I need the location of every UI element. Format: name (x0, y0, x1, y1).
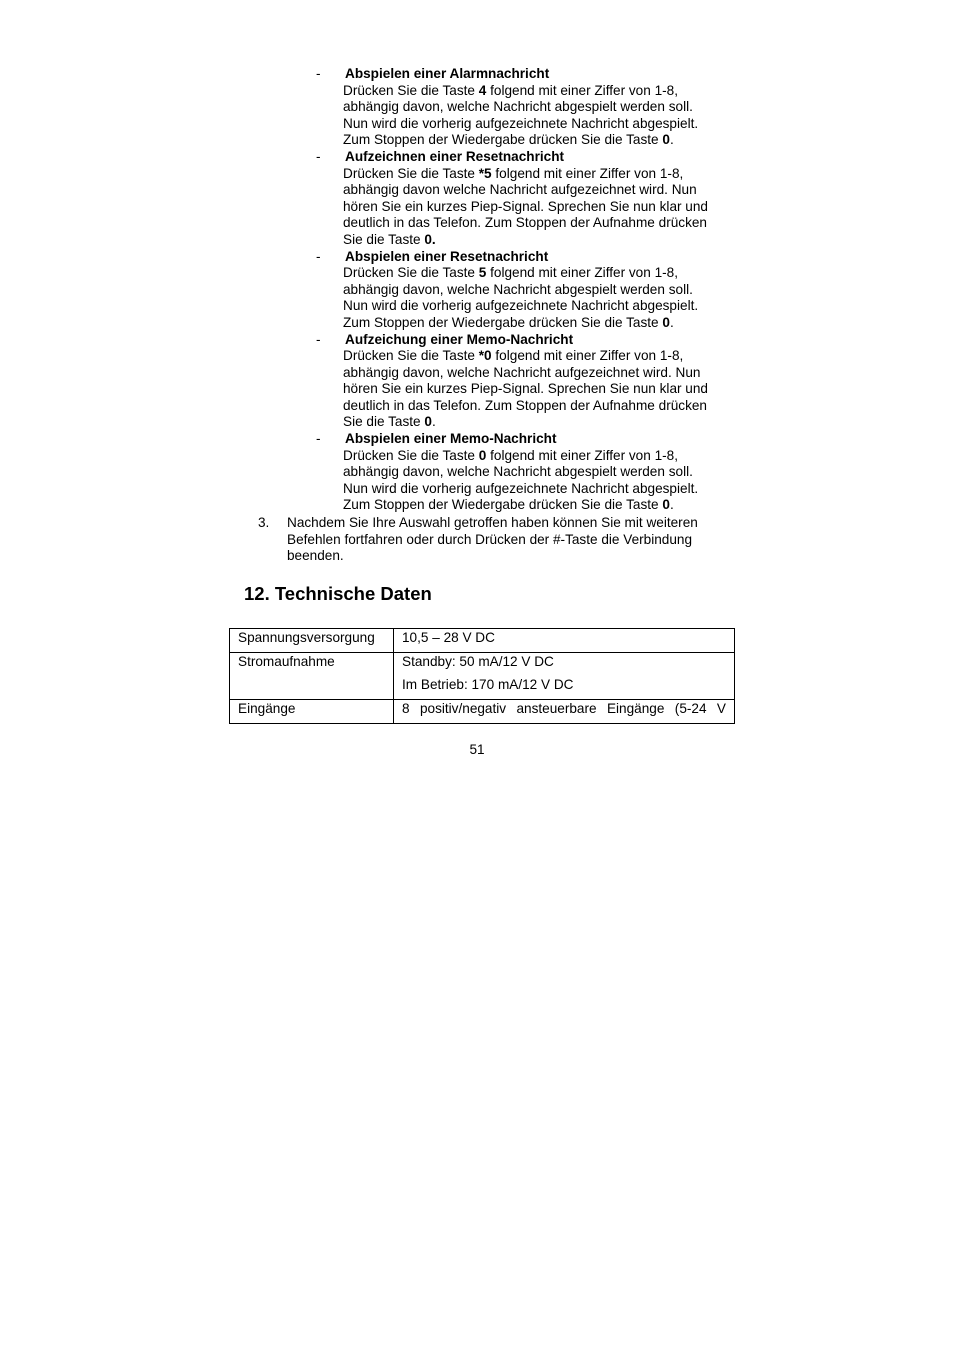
text-segment: deutlich in das Telefon. Zum Stoppen der Aufnahme drücken (343, 215, 707, 231)
text-segment: Zum Stoppen der Wiedergabe drücken Sie die Taste (343, 497, 663, 513)
sub-item-line (343, 497, 746, 514)
sub-item-body (343, 166, 746, 249)
text-segment: folgend mit einer Ziffer von 1-8, (491, 165, 684, 181)
text-segment: abhängig davon, welche Nachricht aufgezeichnet wird. Nun (343, 364, 701, 380)
sub-item-line (343, 83, 746, 100)
text-segment: . (669, 497, 674, 513)
text-segment: Nun wird die vorherig aufgezeichnete Nachricht abgespielt. (343, 480, 699, 496)
sub-item (316, 149, 746, 249)
row-value: Standby: 50 mA/12 V DC (402, 654, 554, 669)
sub-item-title: Aufzeichung einer Memo-Nachricht (345, 331, 574, 347)
sub-item-line (343, 99, 746, 116)
text-segment: hören Sie ein kurzes Piep-Signal. Sprechen Sie nun klar und (343, 381, 708, 397)
sub-item-line (343, 398, 746, 415)
sub-item-line (343, 365, 746, 382)
sub-item-line (343, 414, 746, 431)
sub-item-line (343, 182, 746, 199)
text-segment: folgend mit einer Ziffer von 1-8, (491, 348, 684, 364)
table-row (230, 629, 735, 653)
sub-item-line (343, 481, 746, 498)
key-code: 0 (662, 132, 670, 148)
key-code: *5 (478, 165, 492, 181)
table-cell-label (230, 653, 394, 700)
sub-item-list (316, 66, 746, 514)
key-code: 0 (478, 447, 487, 463)
sub-item-line (343, 166, 746, 183)
table-cell-value (394, 653, 735, 700)
row-label: Spannungsversorgung (238, 630, 375, 645)
sub-item-line (343, 315, 746, 332)
table-row (230, 653, 735, 700)
table-row (230, 700, 735, 724)
dash-marker: - (316, 431, 321, 447)
row-value: Im Betrieb: 170 mA/12 V DC (402, 677, 574, 692)
table-cell-label (230, 700, 394, 724)
sub-item-line (343, 199, 746, 216)
sub-item-title: Abspielen einer Resetnachricht (345, 248, 549, 264)
sub-item-line (343, 116, 746, 133)
sub-item-body (343, 265, 746, 331)
sub-item-title: Aufzeichnen einer Resetnachricht (345, 148, 565, 164)
dash-marker: - (316, 66, 321, 81)
numbered-item-marker: 3. (258, 515, 270, 530)
sub-item (316, 249, 746, 332)
text-segment: Zum Stoppen der Wiedergabe drücken Sie die Taste (343, 314, 663, 330)
sub-item-line (343, 348, 746, 365)
sub-item-line (343, 448, 746, 465)
dash-marker: - (316, 331, 321, 347)
sub-item-body (343, 83, 746, 149)
table-cell-value (394, 700, 735, 724)
text-segment: abhängig davon, welche Nachricht abgespielt werden soll. (343, 464, 693, 480)
numbered-item-line: beenden. (287, 548, 344, 564)
key-code: 0 (662, 314, 670, 330)
text-segment: hören Sie ein kurzes Piep-Signal. Sprechen Sie nun klar und (343, 198, 708, 214)
section-heading: 12. Technische Daten (244, 583, 432, 604)
sub-item-title: Abspielen einer Alarmnachricht (345, 66, 550, 81)
sub-item-line (343, 298, 746, 315)
row-label: Eingänge (238, 701, 296, 716)
text-segment: Zum Stoppen der Wiedergabe drücken Sie die Taste (343, 132, 663, 148)
text-segment: Drücken Sie die Taste (343, 447, 479, 463)
row-value: 10,5 – 28 V DC (402, 630, 495, 645)
sub-item-line (343, 265, 746, 282)
dash-marker: - (316, 148, 321, 164)
text-segment: Drücken Sie die Taste (343, 348, 479, 364)
sub-item-line (343, 132, 746, 149)
text-segment: folgend mit einer Ziffer von 1-8, (486, 447, 678, 463)
key-code: *0 (478, 348, 492, 364)
sub-item-line (343, 215, 746, 232)
table-cell-label (230, 629, 394, 653)
numbered-item (258, 515, 748, 565)
sub-item (316, 431, 746, 514)
table-cell-value (394, 629, 735, 653)
technical-data-table (229, 628, 735, 724)
key-code: 0 (662, 497, 670, 513)
text-segment: Sie die Taste (343, 231, 425, 247)
numbered-item-text (287, 515, 748, 565)
text-segment: . (431, 414, 436, 430)
key-code: 0 (424, 414, 432, 430)
sub-item-title: Abspielen einer Memo-Nachricht (345, 431, 557, 447)
text-segment: folgend mit einer Ziffer von 1-8, (486, 82, 678, 98)
key-code: 5 (478, 265, 487, 281)
sub-item (316, 332, 746, 432)
text-segment: Drücken Sie die Taste (343, 165, 479, 181)
text-segment: folgend mit einer Ziffer von 1-8, (486, 265, 678, 281)
numbered-item-line: Nachdem Sie Ihre Auswahl getroffen haben können Sie mit weiteren (287, 515, 698, 530)
text-segment: Nun wird die vorherig aufgezeichnete Nachricht abgespielt. (343, 298, 699, 314)
numbered-item-line: Befehlen fortfahren oder durch Drücken der #-Taste die Verbindung (287, 531, 693, 547)
sub-item-body (343, 348, 746, 431)
sub-item-line (343, 282, 746, 299)
text-segment: . (669, 314, 674, 330)
row-value: 8 positiv/negativ ansteuerbare Eingänge (5-24 V (402, 701, 726, 716)
key-code: 4 (478, 82, 487, 98)
sub-item-line (343, 232, 746, 249)
key-code: 0. (424, 231, 436, 247)
text-segment: . (669, 132, 674, 148)
sub-item-body (343, 448, 746, 514)
page-number: 51 (469, 742, 485, 757)
text-segment: abhängig davon welche Nachricht aufgezeichnet wird. Nun (343, 182, 697, 198)
sub-item-line (343, 464, 746, 481)
text-segment: Nun wird die vorherig aufgezeichnete Nachricht abgespielt. (343, 115, 699, 131)
text-segment: abhängig davon, welche Nachricht abgespielt werden soll. (343, 99, 693, 115)
text-segment: Drücken Sie die Taste (343, 265, 479, 281)
text-segment: deutlich in das Telefon. Zum Stoppen der Aufnahme drücken (343, 397, 707, 413)
dash-marker: - (316, 248, 321, 264)
sub-item-line (343, 381, 746, 398)
text-segment: abhängig davon, welche Nachricht abgespielt werden soll. (343, 281, 693, 297)
row-label: Stromaufnahme (238, 654, 335, 669)
sub-item (316, 66, 746, 149)
text-segment: Sie die Taste (343, 414, 425, 430)
text-segment: Drücken Sie die Taste (343, 82, 479, 98)
